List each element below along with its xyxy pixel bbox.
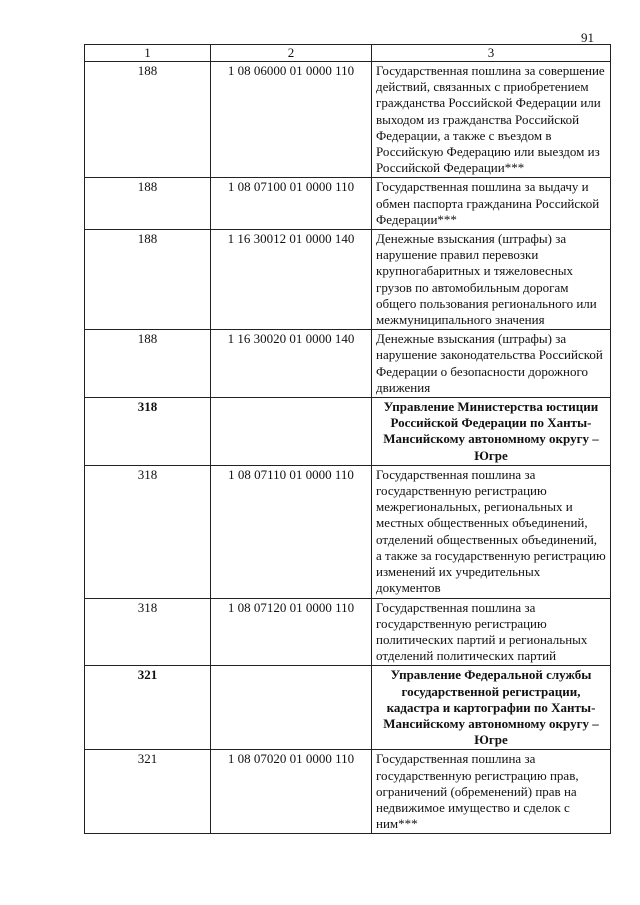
admin-code-cell: 318 bbox=[85, 465, 211, 598]
revenue-code-cell: 1 08 07100 01 0000 110 bbox=[211, 178, 372, 230]
revenue-name-cell: Государственная пошлина за государственную регистрацию межрегиональных, региональных и местных общественных объединений, отделений общественных объединений, а также за государственную регистрацию изменений их учредительных документов bbox=[372, 465, 611, 598]
header-row bbox=[85, 45, 611, 62]
table-row bbox=[85, 62, 611, 178]
admin-code-cell: 318 bbox=[85, 398, 211, 466]
revenue-code-cell: 1 16 30012 01 0000 140 bbox=[211, 230, 372, 330]
revenue-name-cell: Денежные взыскания (штрафы) за нарушение правил перевозки крупногабаритных и тяжеловесных грузов по автомобильным дорогам общего пользования регионального или межмуниципального значения bbox=[372, 230, 611, 330]
table-row bbox=[85, 330, 611, 398]
revenue-code-cell: 1 16 30020 01 0000 140 bbox=[211, 330, 372, 398]
revenue-name-cell: Государственная пошлина за государственную регистрацию прав, ограничений (обременений) прав на недвижимое имущество и сделок с ним*** bbox=[372, 750, 611, 834]
column-header-1: 1 bbox=[85, 45, 211, 62]
admin-code-cell: 321 bbox=[85, 666, 211, 750]
revenue-code-cell bbox=[211, 666, 372, 750]
table-row bbox=[85, 230, 611, 330]
revenue-name-cell: Денежные взыскания (штрафы) за нарушение законодательства Российской Федерации о безопасности дорожного движения bbox=[372, 330, 611, 398]
admin-code-cell: 321 bbox=[85, 750, 211, 834]
admin-code-cell: 188 bbox=[85, 330, 211, 398]
revenue-classification-table bbox=[84, 44, 611, 834]
revenue-code-cell: 1 08 06000 01 0000 110 bbox=[211, 62, 372, 178]
revenue-code-cell bbox=[211, 398, 372, 466]
revenue-name-cell: Государственная пошлина за совершение действий, связанных с приобретением гражданства Российской Федерации или выходом из гражданства Российской Федерации, а также с въездом в Российскую Федерацию или выездом из Российской Федерации*** bbox=[372, 62, 611, 178]
revenue-name-cell: Государственная пошлина за государственную регистрацию политических партий и региональных отделений политических партий bbox=[372, 598, 611, 666]
admin-code-cell: 188 bbox=[85, 62, 211, 178]
table-body bbox=[85, 62, 611, 834]
admin-code-cell: 188 bbox=[85, 178, 211, 230]
revenue-name-cell: Государственная пошлина за выдачу и обмен паспорта гражданина Российской Федерации*** bbox=[372, 178, 611, 230]
revenue-code-cell: 1 08 07110 01 0000 110 bbox=[211, 465, 372, 598]
table-row bbox=[85, 465, 611, 598]
revenue-name-cell: Управление Министерства юстиции Российской Федерации по Ханты-Мансийскому автономному округу – Югре bbox=[372, 398, 611, 466]
revenue-code-cell: 1 08 07120 01 0000 110 bbox=[211, 598, 372, 666]
revenue-name-cell: Управление Федеральной службы государственной регистрации, кадастра и картографии по Ханты-Мансийскому автономному округу – Югре bbox=[372, 666, 611, 750]
section-header-row bbox=[85, 666, 611, 750]
admin-code-cell: 318 bbox=[85, 598, 211, 666]
page-number: 91 bbox=[581, 30, 594, 45]
column-header-3: 3 bbox=[372, 45, 611, 62]
section-header-row bbox=[85, 398, 611, 466]
table-row bbox=[85, 598, 611, 666]
table-row bbox=[85, 178, 611, 230]
revenue-code-cell: 1 08 07020 01 0000 110 bbox=[211, 750, 372, 834]
admin-code-cell: 188 bbox=[85, 230, 211, 330]
table-row bbox=[85, 750, 611, 834]
column-header-2: 2 bbox=[211, 45, 372, 62]
